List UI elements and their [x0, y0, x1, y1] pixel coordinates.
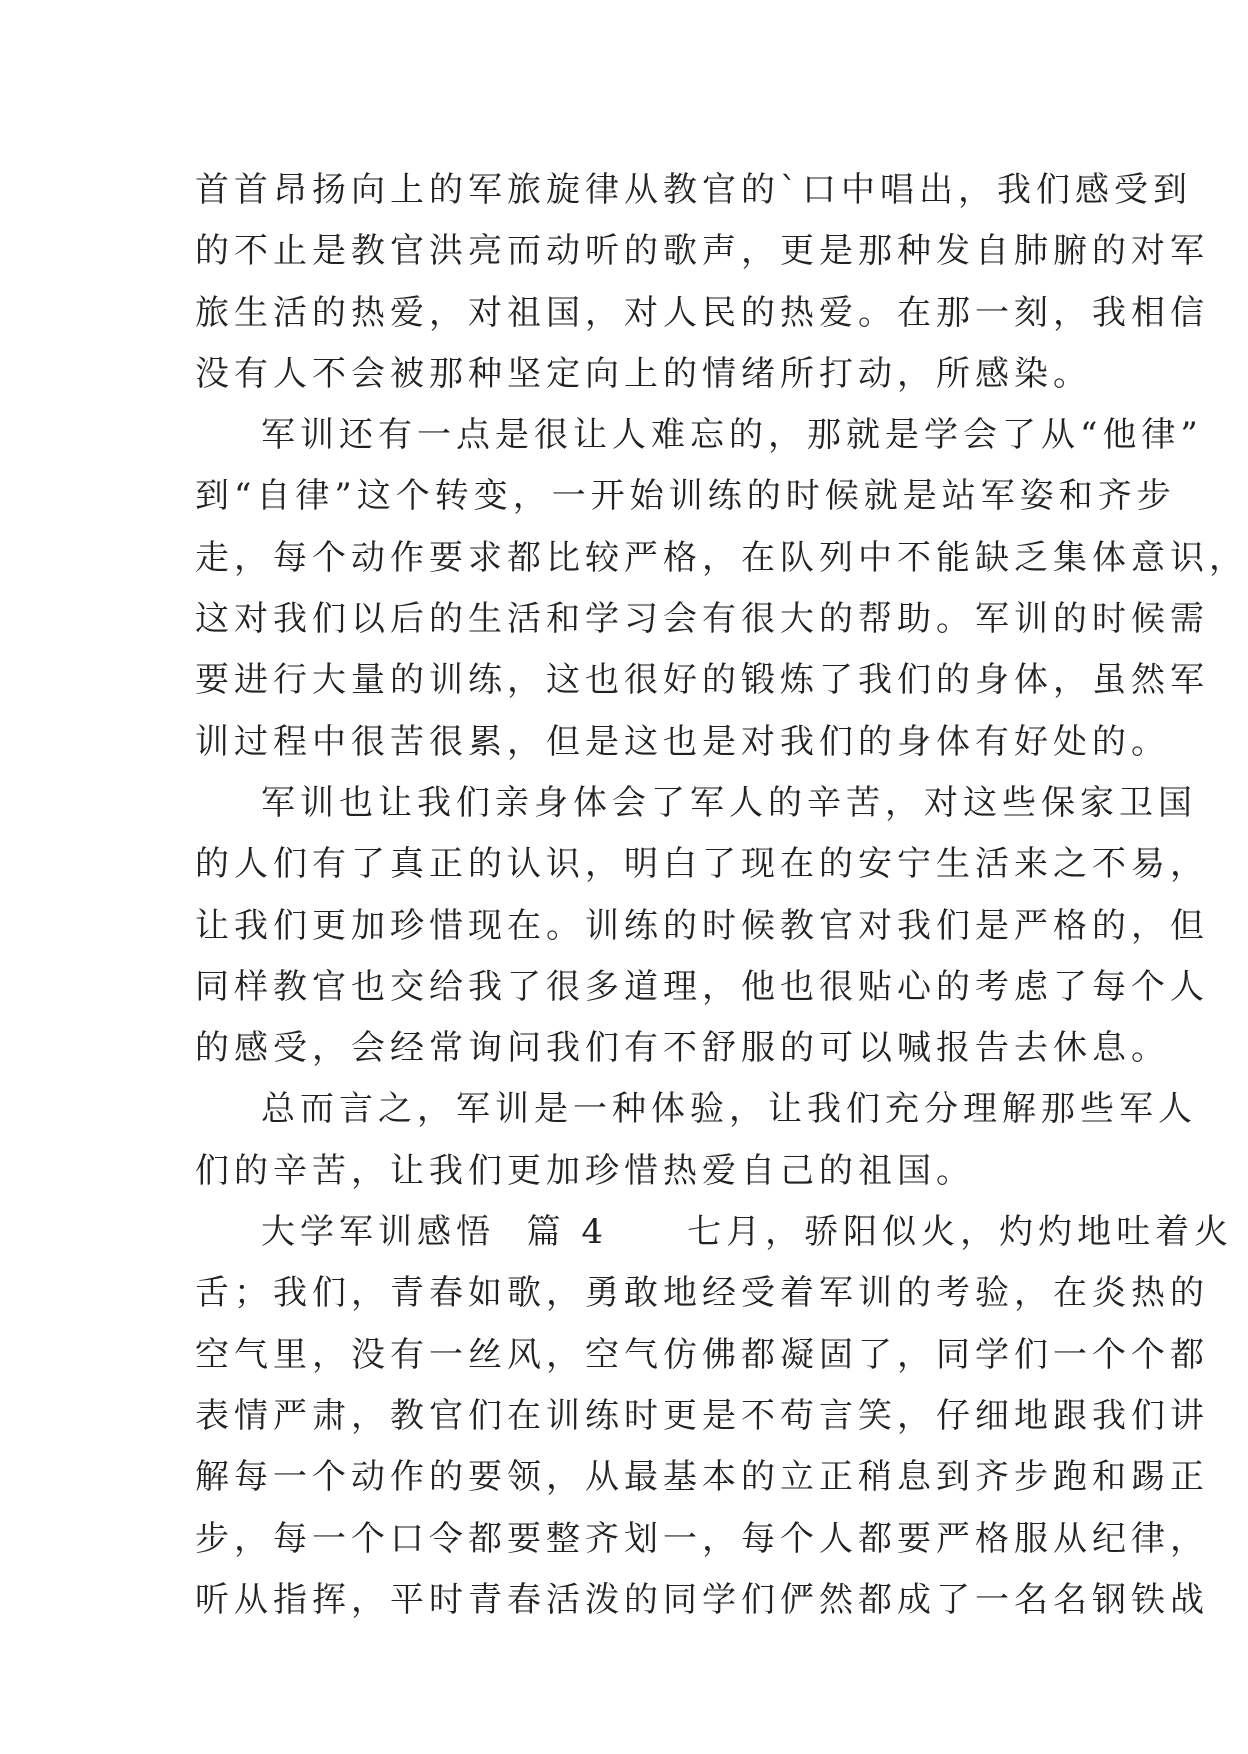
text-line: 空气里，没有一丝风，空气仿佛都凝固了，同学们一个个都	[195, 1334, 1209, 1375]
paragraph-first-line: 军训也让我们亲身体会了军人的辛苦，对这些保家卫国	[261, 782, 1197, 823]
text-line: 舌；我们，青春如歌，勇敢地经受着军训的考验，在炎热的	[195, 1273, 1209, 1314]
text-line: 旅生活的热爱，对祖国，对人民的热爱。在那一刻，我相信	[195, 292, 1209, 333]
text-line: 训过程中很苦很累，但是这也是对我们的身体有好处的。	[195, 721, 1170, 762]
text-line: 听从指挥，平时青春活泼的同学们俨然都成了一名名钢铁战	[195, 1579, 1209, 1620]
text-line: 的感受，会经常询问我们有不舒服的可以喊报告去休息。	[195, 1028, 1170, 1069]
text-line: 解每一个动作的要领，从最基本的立正稍息到齐步跑和踢正	[195, 1457, 1209, 1498]
text-line: 们的辛苦，让我们更加珍惜热爱自己的祖国。	[195, 1150, 975, 1191]
text-line: 的人们有了真正的认识，明白了现在的安宁生活来之不易，	[195, 844, 1209, 885]
text-line: 没有人不会被那种坚定向上的情绪所打动，所感染。	[195, 353, 1092, 394]
text-line: 走，每个动作要求都比较严格，在队列中不能缺乏集体意识，	[195, 537, 1248, 578]
section-heading-line: 大学军训感悟 篇 4 七月，骄阳似火，灼灼地吐着火	[261, 1212, 1234, 1253]
document-body	[195, 160, 1248, 1631]
text-line: 表情严肃，教官们在训练时更是不苟言笑，仔细地跟我们讲	[195, 1395, 1209, 1436]
text-line: 让我们更加珍惜现在。训练的时候教官对我们是严格的，但	[195, 905, 1209, 946]
text-line: 的不止是教官洪亮而动听的歌声，更是那种发自肺腑的对军	[195, 231, 1209, 272]
paragraph-first-line: 总而言之，军训是一种体验，让我们充分理解那些军人	[261, 1089, 1197, 1130]
text-line: 步，每一个口令都要整齐划一，每个人都要严格服从纪律，	[195, 1518, 1209, 1559]
text-line: 首首昂扬向上的军旅旋律从教官的`口中唱出，我们感受到	[195, 170, 1192, 210]
text-line: 要进行大量的训练，这也很好的锻炼了我们的身体，虽然军	[195, 660, 1209, 701]
text-line: 同样教官也交给我了很多道理，他也很贴心的考虑了每个人	[195, 966, 1209, 1007]
text-line: 到“自律”这个转变，一开始训练的时候就是站军姿和齐步	[195, 476, 1176, 517]
text-line: 这对我们以后的生活和学习会有很大的帮助。军训的时候需	[195, 599, 1209, 640]
paragraph-first-line: 军训还有一点是很让人难忘的，那就是学会了从“他律”	[261, 415, 1203, 456]
